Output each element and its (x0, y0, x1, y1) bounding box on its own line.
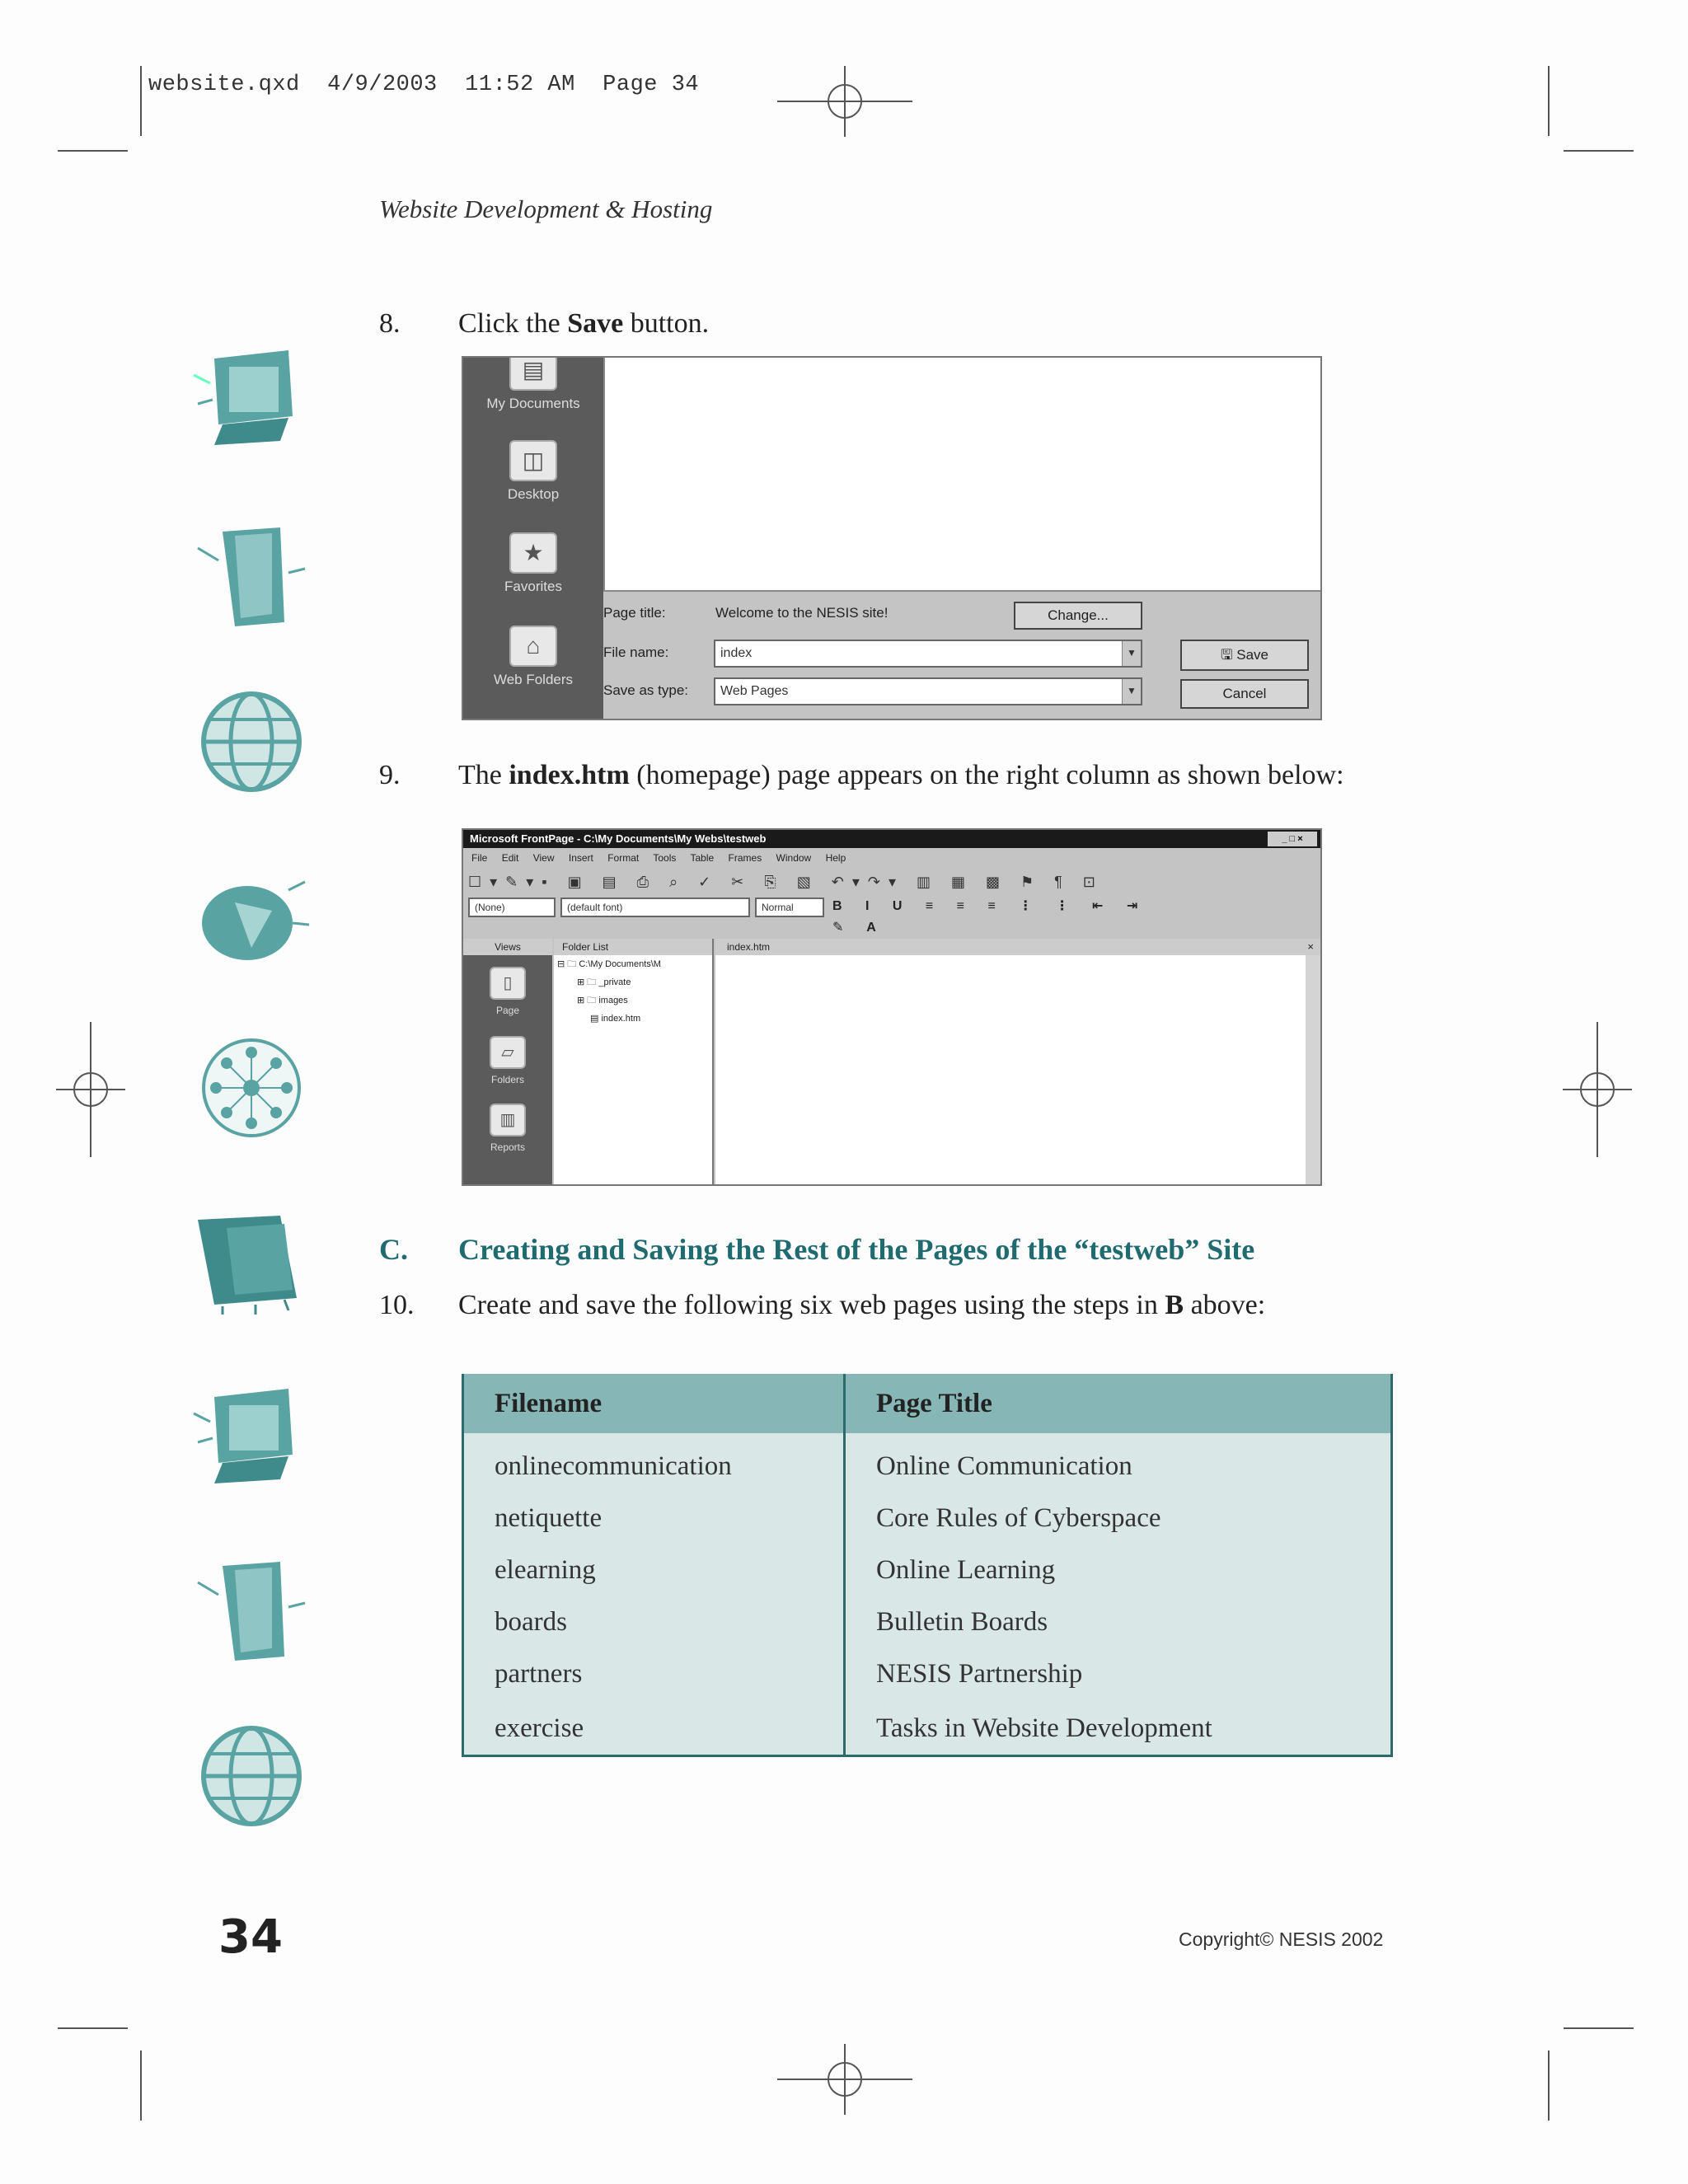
tower-icon (190, 523, 313, 630)
crop-mark (1548, 66, 1550, 136)
computer-icon (190, 342, 313, 449)
save-disk-icon: 🖫 (1221, 647, 1237, 663)
table-column-divider (843, 1374, 846, 1757)
step-9 (379, 760, 1533, 796)
editor-tab[interactable]: index.htm (715, 939, 1320, 955)
filename-cell: netiquette (462, 1493, 843, 1544)
font-select[interactable]: (default font) (560, 898, 750, 917)
formatting-toolbar[interactable]: B I U ≡ ≡ ≡ ⋮ ⋮ ⇤ ⇥ ✎ A (832, 899, 1148, 935)
page-title-cell: Core Rules of Cyberspace (843, 1493, 1393, 1544)
place-web-folders[interactable]: ⌂ Web Folders (463, 626, 603, 688)
tree-item-private[interactable]: ⊞ 🗀 _private (577, 977, 631, 987)
crop-mark (58, 150, 128, 152)
copyright: Copyright© NESIS 2002 (1179, 1929, 1384, 1950)
file-list-area[interactable] (603, 358, 1320, 592)
menu-tools[interactable]: Tools (653, 852, 677, 864)
menu-view[interactable]: View (532, 852, 555, 864)
view-reports[interactable]: ▥ Reports (463, 1104, 552, 1153)
step-text: Click the Save button. (458, 308, 710, 339)
save-type-select[interactable]: Web Pages ▼ (714, 677, 1142, 705)
close-icon[interactable]: × (1307, 940, 1314, 953)
page-icon: ▯ (490, 967, 526, 1000)
editor-pane[interactable] (715, 939, 1320, 1184)
crop-mark (140, 66, 142, 136)
registration-mark-icon (56, 1022, 125, 1157)
chevron-down-icon[interactable]: ▼ (1122, 679, 1141, 704)
tower-icon (190, 1558, 313, 1665)
table-row (462, 1544, 1393, 1596)
view-folders[interactable]: ▱ Folders (463, 1036, 552, 1085)
globe-icon (190, 688, 313, 795)
page-number: 34 (218, 1910, 283, 1964)
style-select[interactable]: (None) (468, 898, 556, 917)
save-type-label: Save as type: (603, 682, 689, 698)
table-row (462, 1700, 1393, 1756)
filename-cell: partners (462, 1648, 843, 1700)
size-select[interactable]: Normal (755, 898, 824, 917)
menu-table[interactable]: Table (690, 852, 715, 864)
running-head: Website Development & Hosting (379, 194, 713, 223)
frontpage-screenshot (462, 828, 1322, 1186)
page-title-cell: Online Communication (843, 1433, 1393, 1493)
menu-help[interactable]: Help (825, 852, 846, 864)
page-title-cell: NESIS Partnership (843, 1648, 1393, 1700)
views-header: Views (463, 939, 552, 955)
save-button[interactable]: 🖫 Save (1180, 640, 1309, 671)
folders-icon: ▱ (490, 1036, 526, 1069)
tree-root[interactable]: ⊟ 🗀 C:\My Documents\M (557, 959, 661, 969)
registration-mark-icon (777, 66, 912, 140)
page-title-value: Welcome to the NESIS site! (715, 605, 889, 621)
section-heading (379, 1232, 1451, 1272)
page-title-cell: Tasks in Website Development (843, 1700, 1393, 1756)
step-text: The index.htm (homepage) page appears on the right column as shown below: (458, 760, 1344, 790)
menu-format[interactable]: Format (607, 852, 640, 864)
filename-cell: onlinecommunication (462, 1433, 843, 1493)
standard-toolbar[interactable]: ☐▾✎▾▪ ▣ ▤ ⎙ ⌕ ✓ ✂ ⎘ ▧ ↶▾↷▾ ▥ ▦ ▩ ⚑ ¶ ⊡ (468, 874, 1104, 890)
page-title-cell: Online Learning (843, 1544, 1393, 1596)
folder-list-header: Folder List (554, 939, 712, 955)
table-row (462, 1493, 1393, 1544)
save-dialog-screenshot (462, 356, 1322, 720)
section-title: Creating and Saving the Rest of the Pages of the “testweb” Site (458, 1233, 1255, 1266)
menu-file[interactable]: File (471, 852, 488, 864)
table-row (462, 1648, 1393, 1700)
place-favorites[interactable]: ★ Favorites (463, 532, 603, 595)
computer-icon (190, 1380, 313, 1488)
place-desktop[interactable]: ◫ Desktop (463, 440, 603, 503)
web-folders-icon: ⌂ (509, 626, 557, 667)
print-slug: website.qxd 4/9/2003 11:52 AM Page 34 (148, 73, 700, 97)
favorites-icon: ★ (509, 532, 557, 574)
step-number: 10. (379, 1290, 415, 1320)
scrollbar[interactable] (1306, 955, 1320, 1184)
table-header-row (462, 1374, 1393, 1433)
step-number: 9. (379, 760, 401, 790)
file-name-field[interactable]: index ▼ (714, 640, 1142, 668)
folder-list (554, 939, 714, 1184)
menu-window[interactable]: Window (776, 852, 812, 864)
step-10 (379, 1290, 1451, 1326)
file-name-label: File name: (603, 644, 669, 660)
my-documents-icon: ▤ (509, 356, 557, 391)
column-header-filename: Filename (462, 1374, 843, 1433)
desktop-icon: ◫ (509, 440, 557, 481)
filename-cell: boards (462, 1596, 843, 1648)
step-number: 8. (379, 308, 401, 339)
change-button[interactable]: Change... (1014, 602, 1142, 630)
chevron-down-icon[interactable]: ▼ (1122, 641, 1141, 666)
window-controls[interactable]: _ □ × (1268, 832, 1317, 846)
registration-mark-icon (1563, 1022, 1632, 1157)
views-bar (463, 939, 552, 1184)
registration-mark-icon (777, 2044, 912, 2118)
crop-mark (140, 2050, 142, 2121)
tree-item-index[interactable]: ▤ index.htm (590, 1014, 641, 1024)
crop-mark (1548, 2050, 1550, 2121)
menu-edit[interactable]: Edit (501, 852, 519, 864)
menu-insert[interactable]: Insert (568, 852, 593, 864)
mouse-icon (190, 865, 313, 972)
step-8 (379, 308, 1451, 344)
menu-bar (463, 848, 1320, 868)
cancel-button[interactable]: Cancel (1180, 679, 1309, 709)
step-text: Create and save the following six web pages using the steps in B above: (458, 1290, 1266, 1320)
column-header-page-title: Page Title (843, 1374, 1393, 1433)
filename-cell: exercise (462, 1700, 843, 1756)
tree-item-images[interactable]: ⊞ 🗀 images (577, 996, 628, 1005)
table-row (462, 1596, 1393, 1648)
section-letter: C. (379, 1233, 408, 1266)
page-title-label: Page title: (603, 605, 666, 621)
table-row (462, 1433, 1393, 1493)
page-title-cell: Bulletin Boards (843, 1596, 1393, 1648)
title-bar: Microsoft FrontPage - C:\My Documents\My Webs\testweb _ □ × (463, 830, 1320, 848)
crop-mark (1564, 2027, 1634, 2029)
menu-frames[interactable]: Frames (728, 852, 762, 864)
view-page[interactable]: ▯ Page (463, 967, 552, 1016)
crop-mark (1564, 150, 1634, 152)
reports-icon: ▥ (490, 1104, 526, 1137)
crop-mark (58, 2027, 128, 2029)
filename-cell: elearning (462, 1544, 843, 1596)
globe-icon (190, 1722, 313, 1830)
folder-icon (190, 1207, 313, 1315)
place-my-documents[interactable]: ▤ My Documents (463, 356, 603, 412)
network-icon (190, 1034, 313, 1141)
places-bar (463, 358, 603, 719)
pages-table (462, 1374, 1393, 1756)
